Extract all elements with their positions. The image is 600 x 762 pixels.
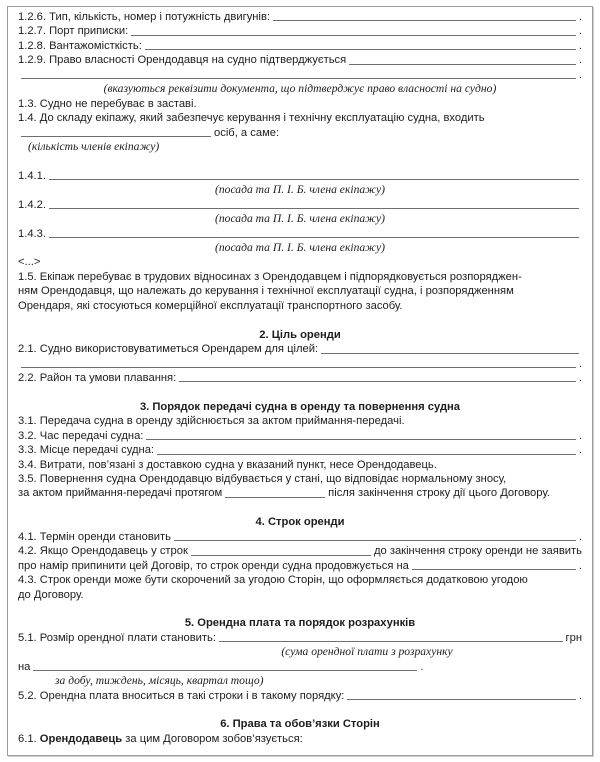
field-caption xyxy=(18,241,582,255)
section-heading-text: 3. Порядок передачі судна в оренду та повернення судна xyxy=(139,400,461,413)
blank-underline xyxy=(49,227,579,238)
blank-underline xyxy=(157,443,576,454)
blank-underline xyxy=(49,169,579,180)
clause-text xyxy=(18,255,582,269)
clause-text-content: 1.4.3. xyxy=(18,227,46,240)
blank-underline xyxy=(412,559,576,570)
clause-text-content: . xyxy=(578,357,582,370)
clause-text-content: 4.2. Якщо Орендодавець у строк xyxy=(18,545,188,558)
clause-text-content: 4.3. Строк оренди може бути скорочений за угодою Сторін, що оформляється додатковою угодою xyxy=(18,574,528,587)
blank-underline xyxy=(349,53,576,64)
clause-text-content: . xyxy=(578,559,582,572)
clause-text xyxy=(18,573,582,587)
clause-text-content: 2.1. Судно використовуватиметься Орендарем для цілей: xyxy=(18,343,319,356)
blank-underline xyxy=(219,631,563,642)
clause-text-content: Орендаря, які стосуються комерційної експлуатації транспортного засобу. xyxy=(18,299,403,312)
blank-underline xyxy=(49,198,579,209)
clause-text-content: до Договору. xyxy=(18,588,84,601)
fill-in-line xyxy=(18,530,582,544)
spacer-line xyxy=(18,703,582,717)
clause-text-content: за цим Договором зобов’язується: xyxy=(122,732,303,745)
clause-text xyxy=(18,414,582,428)
clause-text-content: 1.2.9. Право власності Орендодавця на судно підтверджується xyxy=(18,54,347,67)
fill-in-line xyxy=(18,357,582,371)
fill-in-line xyxy=(18,39,582,53)
fill-in-line xyxy=(18,126,582,140)
blank-underline xyxy=(273,10,576,21)
field-caption xyxy=(18,183,582,197)
blank-underline xyxy=(179,371,576,382)
clause-text xyxy=(18,97,582,111)
blank-underline xyxy=(225,486,325,497)
field-caption xyxy=(18,82,582,96)
clause-text-content: ням Орендодавця, що належать до керування і технічної експлуатації судна, і розпорядженням xyxy=(18,285,514,298)
clause-text xyxy=(18,588,582,602)
field-caption-text: (посада та П. І. Б. члена екіпажу) xyxy=(215,183,385,197)
clause-text-content: 1.2.6. Тип, кількість, номер і потужність двигунів: xyxy=(18,11,270,23)
fill-in-line xyxy=(18,227,582,241)
clause-text-content: <...> xyxy=(18,256,41,269)
clause-text-content: . xyxy=(578,11,582,23)
clause-term-bold: Орендодавець xyxy=(39,732,123,745)
clause-text-content: . xyxy=(578,689,582,702)
blank-underline xyxy=(131,24,576,35)
blank-underline xyxy=(21,68,576,79)
blank-underline xyxy=(347,689,575,700)
clause-text-content: . xyxy=(578,25,582,38)
fill-in-line xyxy=(18,53,582,67)
clause-text-content: про намір припинити цей Договір, то строк оренди судна продовжується на xyxy=(18,559,409,572)
clause-text-content: на xyxy=(18,660,31,673)
clause-text-content: . xyxy=(578,68,582,81)
section-heading xyxy=(18,400,582,414)
section-heading xyxy=(18,515,582,529)
clause-text-content: . xyxy=(578,39,582,52)
clause-text-content: . xyxy=(578,371,582,384)
clause-text-content: осіб, а саме: xyxy=(214,126,280,139)
clause-text-content: 4.1. Термін оренди становить xyxy=(18,530,171,543)
fill-in-line xyxy=(18,198,582,212)
spacer-line xyxy=(18,154,582,168)
blank-underline xyxy=(174,530,576,541)
clause-text-content: 6.1. xyxy=(18,732,40,745)
clause-text-content: 1.3. Судно не перебуває в заставі. xyxy=(18,97,197,110)
blank-underline xyxy=(191,544,371,555)
clause-text xyxy=(18,299,582,313)
clause-text-content: . xyxy=(578,429,582,442)
spacer-line xyxy=(18,313,582,327)
fill-in-line xyxy=(18,486,582,500)
clause-text xyxy=(18,111,582,125)
fill-in-line xyxy=(18,544,582,558)
document-page xyxy=(7,6,593,756)
field-caption-text: (посада та П. І. Б. члена екіпажу) xyxy=(215,241,385,254)
clause-text-content: 1.4.2. xyxy=(18,198,46,211)
fill-in-line xyxy=(18,429,582,443)
field-caption xyxy=(18,645,582,659)
fill-in-line xyxy=(18,689,582,703)
clause-text-content: до закінчення строку оренди не заявить xyxy=(373,545,582,558)
clause-text-content: 3.5. Повернення судна Орендодавцю відбувається у стані, що відповідає нормальному зносу, xyxy=(18,473,507,485)
field-caption xyxy=(18,674,582,688)
field-caption-text: за добу, тиждень, місяць, квартал тощо) xyxy=(55,674,264,688)
clause-text-content: . xyxy=(420,660,424,673)
field-caption-text: (кількість членів екіпажу) xyxy=(28,139,160,153)
clause-text-content: 5.2. Орендна плата вноситься в такі строки і в такому порядку: xyxy=(18,689,345,702)
clause-text xyxy=(18,472,582,486)
field-caption xyxy=(18,212,582,226)
blank-underline xyxy=(33,660,417,671)
clause-text-content: 2.2. Район та умови плавання: xyxy=(18,371,177,384)
clause-text-content: . xyxy=(578,530,582,543)
fill-in-line xyxy=(18,660,582,674)
clause-text xyxy=(18,284,582,298)
clause-text-content: грн xyxy=(565,631,582,644)
fill-in-line xyxy=(18,342,582,356)
clause-text-content: . xyxy=(578,54,582,67)
clause-text-content: після закінчення строку дії цього Договору. xyxy=(328,487,550,500)
clause-text-content: 5.1. Розмір орендної плати становить: xyxy=(18,631,216,644)
fill-in-line xyxy=(18,24,582,38)
section-heading xyxy=(18,717,582,731)
clause-text-content: 1.5. Екіпаж перебуває в трудових відносинах з Орендодавцем і підпорядковується розпоряджен- xyxy=(18,270,522,283)
fill-in-line xyxy=(18,631,582,645)
blank-underline xyxy=(321,342,579,353)
blank-underline xyxy=(146,429,575,440)
fill-in-line xyxy=(18,559,582,573)
spacer-line xyxy=(18,602,582,616)
clause-text-content: за актом приймання-передачі протягом xyxy=(18,487,223,500)
clause-text-content: 1.2.7. Порт приписки: xyxy=(18,25,129,38)
clause-text-content: 1.4. До складу екіпажу, який забезпечує керування і технічну експлуатацію судна, входить xyxy=(18,112,485,125)
spacer-line xyxy=(18,385,582,399)
section-heading-text: 6. Права та обов’язки Сторін xyxy=(220,718,380,731)
section-heading xyxy=(18,616,582,630)
fill-in-line xyxy=(18,169,582,183)
clause-text-content: . xyxy=(578,444,582,457)
fill-in-line xyxy=(18,371,582,385)
spacer-line xyxy=(18,501,582,515)
clause-text-content: 3.2. Час передачі судна: xyxy=(18,429,144,442)
section-heading-text: 5. Орендна плата та порядок розрахунків xyxy=(184,617,416,630)
clause-text-content: 3.4. Витрати, пов’язані з доставкою судна у вказаний пункт, несе Орендодавець. xyxy=(18,458,437,471)
clause-text xyxy=(18,270,582,284)
blank-underline xyxy=(145,39,576,50)
section-heading-text: 4. Строк оренди xyxy=(255,516,345,529)
blank-underline xyxy=(21,357,576,368)
section-heading-text: 2. Ціль оренди xyxy=(259,328,341,341)
fill-in-line xyxy=(18,10,582,24)
field-caption-text: (сума орендної плати з розрахунку xyxy=(281,645,453,659)
fill-in-line xyxy=(18,68,582,82)
blank-underline xyxy=(21,126,211,137)
clause-text xyxy=(18,458,582,472)
fill-in-line xyxy=(18,443,582,457)
field-caption xyxy=(18,140,582,154)
section-heading xyxy=(18,328,582,342)
clause-text-content: 3.3. Місце передачі судна: xyxy=(18,444,155,457)
clause-text-content: 1.4.1. xyxy=(18,169,46,182)
clause-text-content: 1.2.8. Вантажомісткість: xyxy=(18,39,142,52)
clause-text-content: 3.1. Передача судна в оренду здійснюється за актом приймання-передачі. xyxy=(18,415,405,428)
field-caption-text: (вказуються реквізити документа, що підтверджує право власності на судно) xyxy=(103,82,497,96)
field-caption-text: (посада та П. І. Б. члена екіпажу) xyxy=(215,212,385,226)
clause-text xyxy=(18,732,582,746)
